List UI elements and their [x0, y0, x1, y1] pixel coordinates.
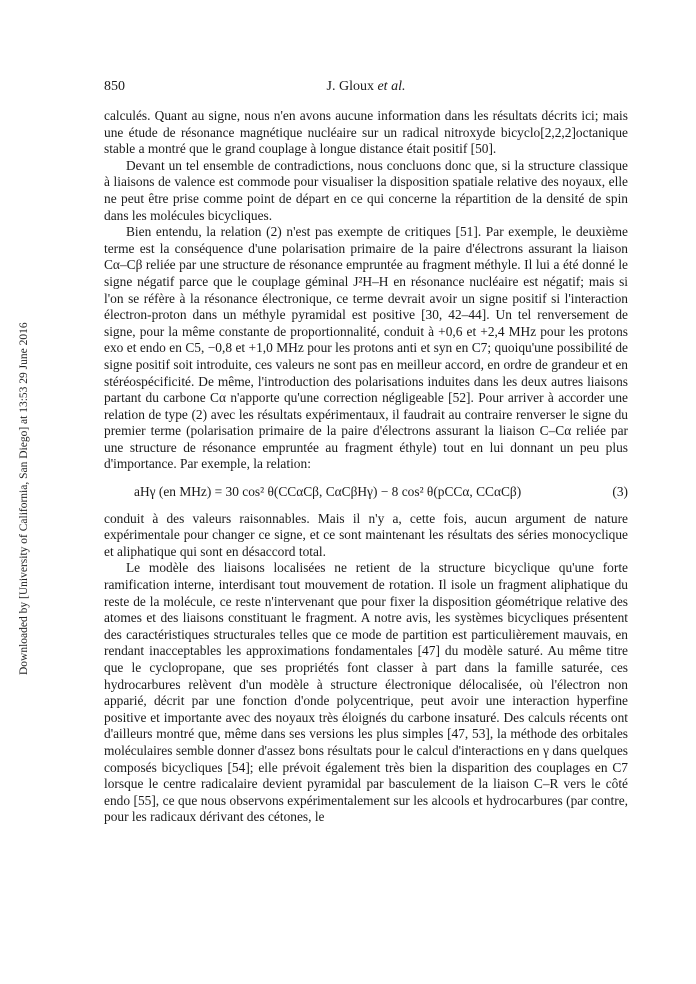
- equation-body: aHγ (en MHz) = 30 cos² θ(CCαCβ, CαCβHγ) − 8 cos² θ(pCCα, CCαCβ): [134, 484, 522, 500]
- equation-3: [104, 484, 628, 501]
- paragraph: conduit à des valeurs raisonnables. Mais il n'y a, cette fois, aucun argument de nature expérimentale pour changer ce signe, et ce sont maintenant les résultats des séries monocyclique et aliphatique qui sont en désaccord total.: [104, 510, 628, 559]
- download-watermark: Downloaded by [University of California, San Diego] at 13:53 29 June 2016: [18, 322, 30, 675]
- paragraph: Devant un tel ensemble de contradictions, nous concluons donc que, si la structure classique à liaisons de valence est commode pour visualiser la disposition spatiale relative des noyaux, elle ne peut être prise comme point de départ en ce qui concerne la répartition de la densité de spin dans les molécules bicycliques.: [104, 157, 628, 223]
- article-body: [104, 108, 628, 826]
- page-number: 850: [104, 79, 125, 94]
- equation-number: (3): [612, 484, 628, 500]
- running-title: J. Gloux et al.: [326, 79, 406, 94]
- paragraph: calculés. Quant au signe, nous n'en avons aucune information dans les résultats décrits ici; mais une étude de résonance magnétique nucléaire sur un radical nitroxyde bicyclo[2,2,2]octanique stable a montré que le grand couplage à longue distance était positif [50].: [104, 108, 628, 157]
- paragraph: Le modèle des liaisons localisées ne retient de la structure bicyclique qu'une forte ramification interne, interdisant tout mouvement de rotation. Il isole un fragment aliphatique du reste de la molécule, ce reste n'intervenant que pour fixer la disposition géométrique relative des atomes et des liaisons constituant le fragment. A notre avis, les systèmes bicycliques présentent des caractéristiques structurales telles que ce mode de partition est particulièrement mauvais, en rendant inacceptables les approximations fondamentales [47] du modèle saturé. Au même titre que le cyclopropane, que ses propriétés font classer à part dans la famille saturée, ces hydrocarbures relèvent d'un modèle à structure électronique délocalisée, où l'électron non apparié, décrit par une fonction d'onde polycentrique, peut avoir une interaction hyperfine positive et importante avec des noyaux très éloignés du carbone insaturé. Des calculs récents ont d'ailleurs montré que, même dans ses versions les plus simples [47, 53], la méthode des orbitales moléculaires semble donner d'assez bons résultats pour le calcul d'interactions en γ dans quelques composés bicycliques [54]; elle prévoit également très bien la disparition des couplages en C7 lorsque le centre radicalaire devient pyramidal par basculement de la liaison C–R vers le côté endo [55], ce que nous observons expérimentalement sur les alcools et hydrocarbures (par contre, pour les radicaux dérivant des cétones, le: [104, 560, 628, 825]
- paragraph: Bien entendu, la relation (2) n'est pas exempte de critiques [51]. Par exemple, le deuxième terme est la conséquence d'une polarisation primaire de la paire d'électrons assurant la liaison Cα–Cβ reliée par une structure de résonance empruntée au fragment méthyle. Il lui a été donné le signe négatif parce que le couplage géminal J²H–H en résonance nucléaire est négatif; mais si l'on se réfère à la résonance électronique, ce terme devrait avoir un signe positif si l'interaction électron-proton dans un méthyle pyramidal est positive [30, 42–44]. Un tel renversement de signe, pour la même constante de proportionnalité, conduit à +0,6 et +2,4 MHz pour les protons exo et endo en C5, −0,8 et +1,0 MHz pour les protons anti et syn en C7; quoiqu'une possibilité de signe positif soit introduite, ces valeurs ne sont pas en meilleur accord, en ordre de grandeur et en stéréospécificité. De même, l'introduction des polarisations induites dans les deux autres liaisons partant du carbone Cα n'apporte qu'une correction négligeable [52]. Pour arriver à accorder une relation de type (2) avec les résultats expérimentaux, il faudrait au contraire renverser le signe du premier terme (polarisation primaire de la paire d'électrons assurant la liaison C–Cα reliée par une structure de résonance empruntée au fragment éthyle) tout en lui donnant un peu plus d'importance. Par exemple, la relation:: [104, 224, 628, 472]
- running-header: [104, 79, 628, 97]
